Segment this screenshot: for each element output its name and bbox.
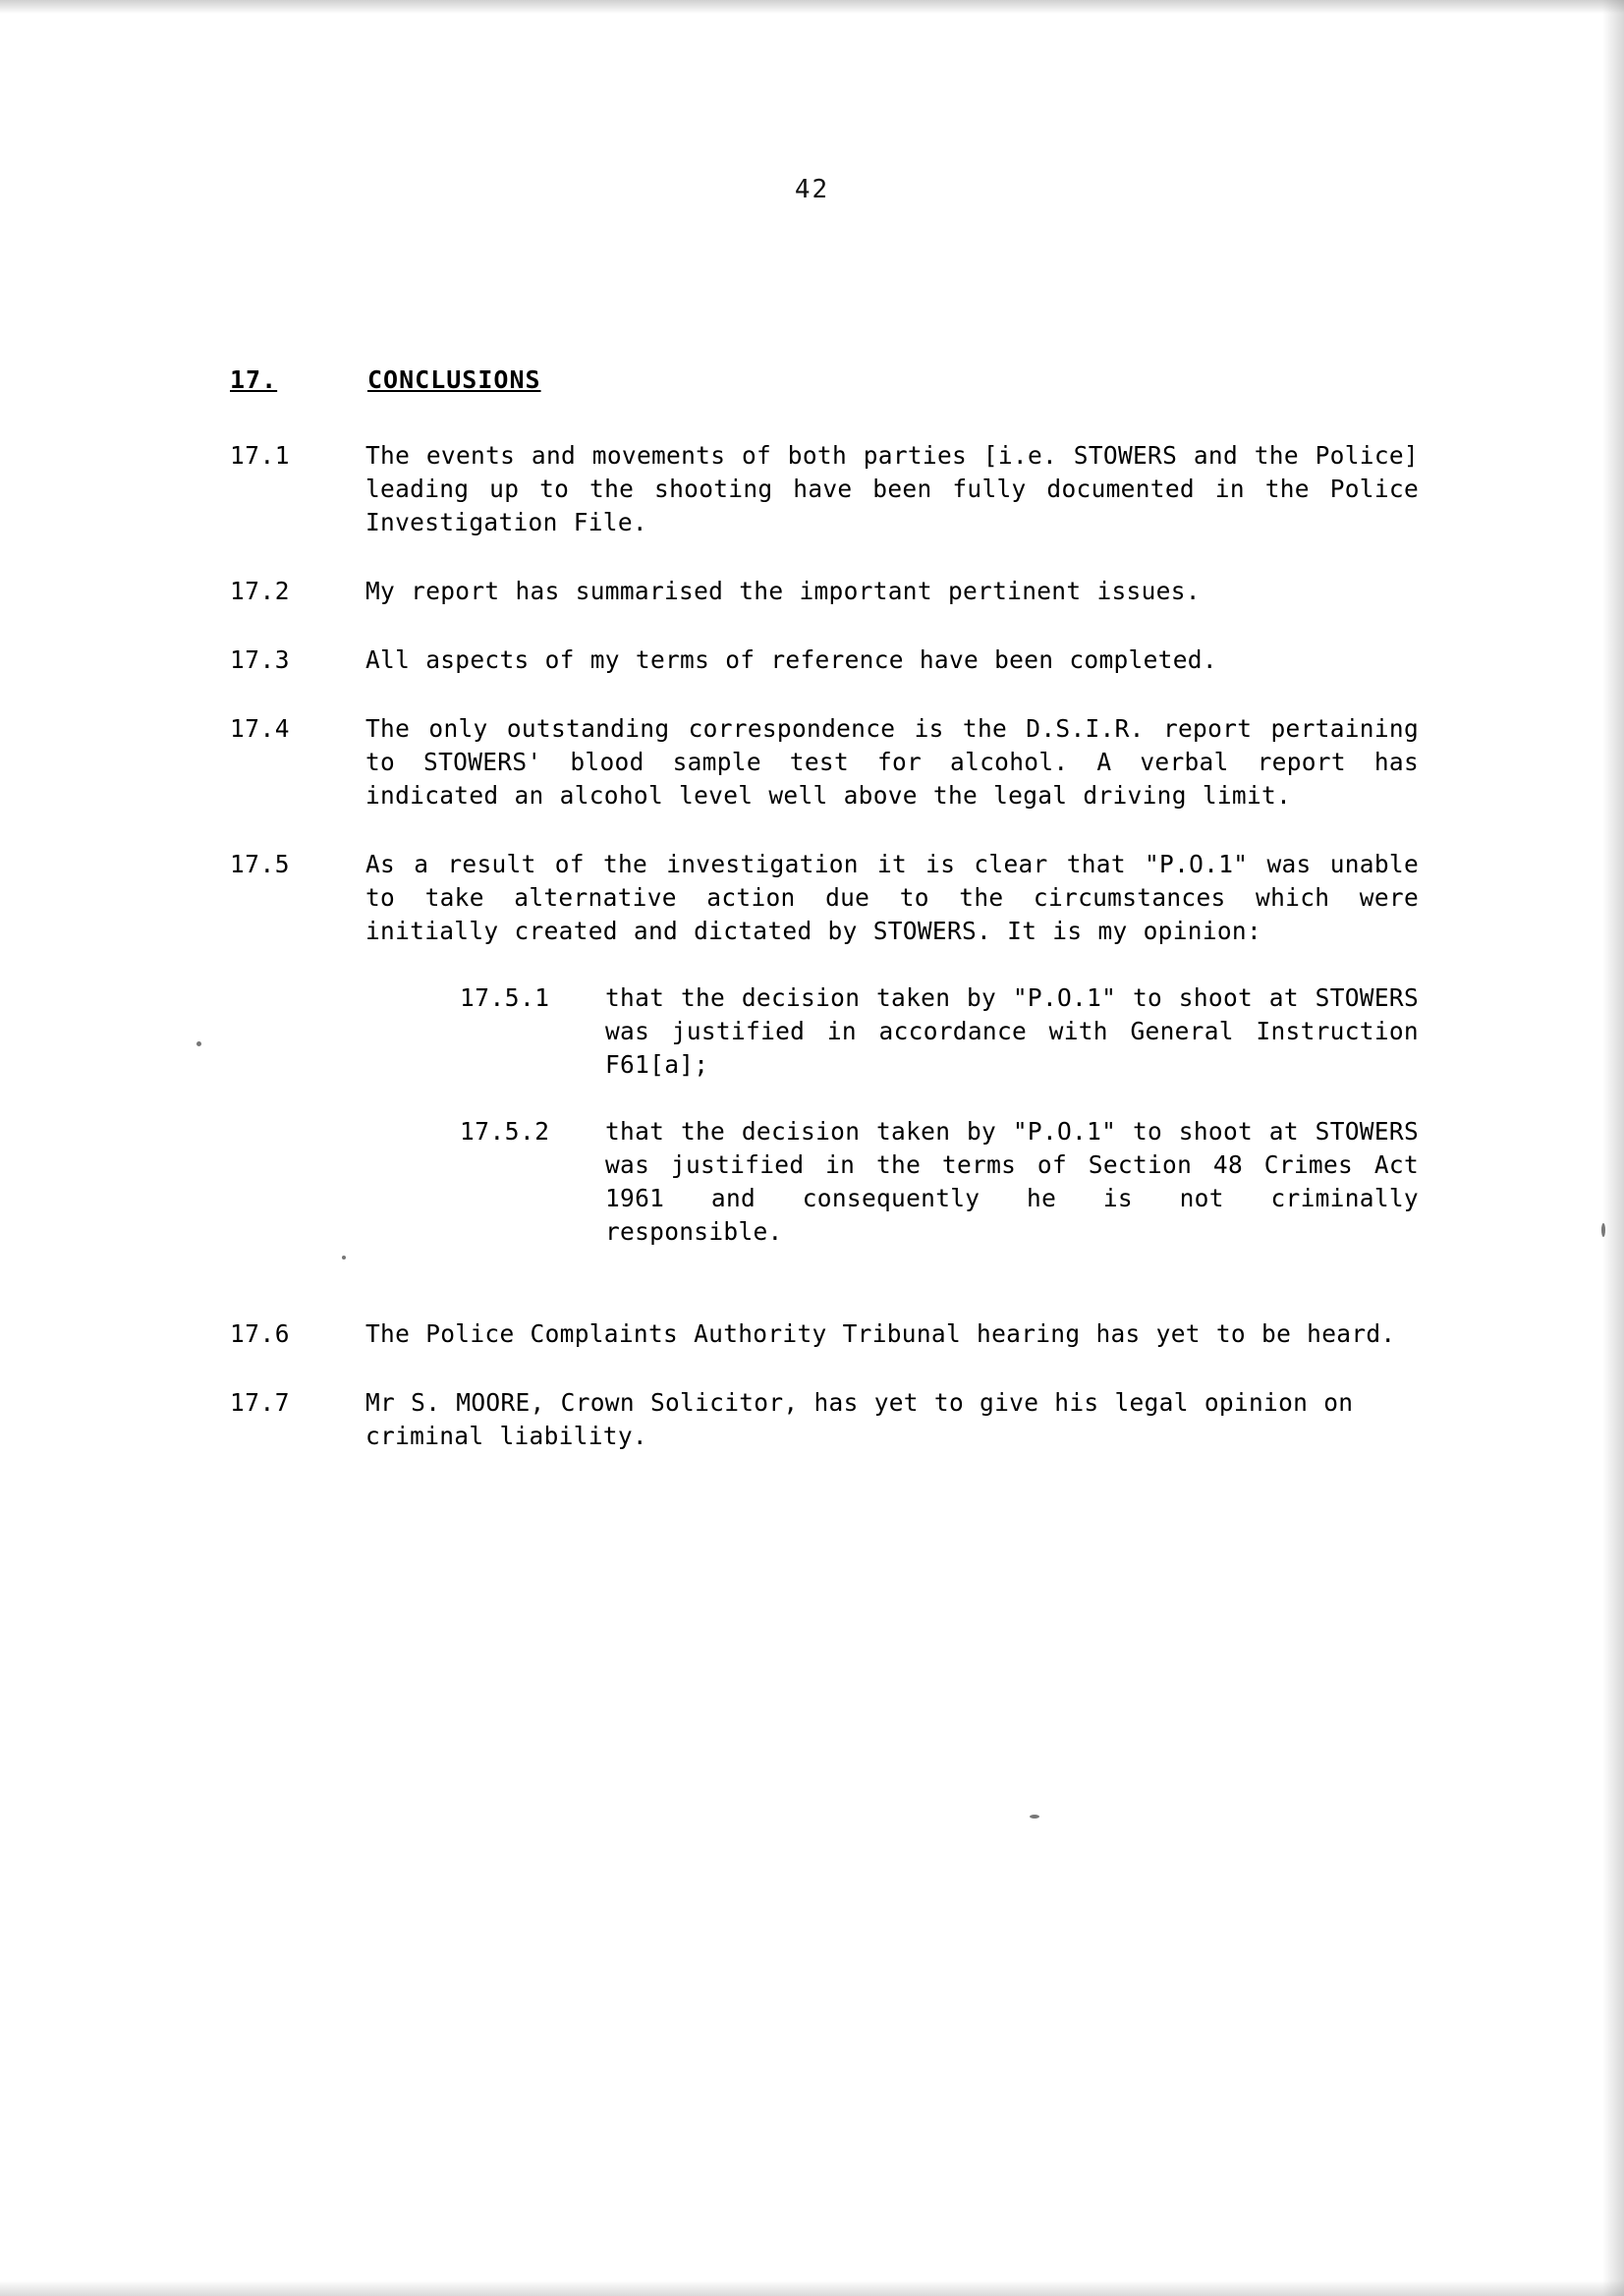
clause-number: 17.5 bbox=[230, 850, 291, 878]
clause-number: 17.6 bbox=[230, 1319, 291, 1348]
scan-edge-right bbox=[1602, 0, 1624, 2296]
scan-speck bbox=[1601, 1223, 1605, 1237]
section-heading bbox=[230, 365, 1419, 394]
clause bbox=[230, 644, 1419, 677]
clause bbox=[230, 439, 1419, 539]
clause-number: 17.7 bbox=[230, 1388, 291, 1417]
clause-text: All aspects of my terms of reference have been completed. bbox=[365, 645, 1217, 674]
document-body bbox=[230, 365, 1419, 1488]
section-number: 17. bbox=[230, 365, 278, 394]
section-title: CONCLUSIONS bbox=[367, 365, 541, 394]
clause bbox=[230, 712, 1419, 812]
subclause bbox=[460, 981, 1419, 1082]
clause-number: 17.4 bbox=[230, 714, 291, 743]
clause-text: The Police Complaints Authority Tribunal hearing has yet to be heard. bbox=[365, 1319, 1396, 1348]
scan-edge-top bbox=[0, 0, 1624, 14]
scan-edge-bottom bbox=[0, 2280, 1624, 2296]
subclause-number: 17.5.1 bbox=[460, 983, 550, 1012]
subclause-text: that the decision taken by "P.O.1" to shoot at STOWERS was justified in accordance with General Instruction F61[a]; bbox=[605, 983, 1419, 1079]
clause bbox=[230, 1386, 1419, 1453]
clause bbox=[230, 1317, 1419, 1351]
clause-number: 17.2 bbox=[230, 577, 291, 605]
page-number: 42 bbox=[794, 175, 830, 204]
clause-number: 17.3 bbox=[230, 645, 291, 674]
subclause-text: that the decision taken by "P.O.1" to shoot at STOWERS was justified in the terms of Section 48 Crimes Act 1961 and consequently he is not criminally responsible. bbox=[605, 1117, 1419, 1246]
clause bbox=[230, 575, 1419, 608]
subclause bbox=[460, 1115, 1419, 1249]
scan-speck bbox=[1030, 1815, 1039, 1819]
scan-speck bbox=[196, 1041, 201, 1046]
subclause-list bbox=[460, 981, 1419, 1249]
clause-number: 17.1 bbox=[230, 441, 291, 470]
clause-text: The only outstanding correspondence is the D.S.I.R. report pertaining to STOWERS' blood sample test for alcohol. A verbal report has indicated an alcohol level well above the legal driving limit. bbox=[365, 714, 1419, 810]
subclause-number: 17.5.2 bbox=[460, 1117, 550, 1146]
clause-text: The events and movements of both parties [i.e. STOWERS and the Police] leading up to the shooting have been fully documented in the Police Investigation File. bbox=[365, 441, 1419, 536]
clause-text: Mr S. MOORE, Crown Solicitor, has yet to give his legal opinion on criminal liability. bbox=[365, 1388, 1354, 1450]
clause-text: As a result of the investigation it is clear that "P.O.1" was unable to take alternative action due to the circumstances which were initially created and dictated by STOWERS. It is my opinion: bbox=[365, 850, 1419, 945]
clause-text: My report has summarised the important pertinent issues. bbox=[365, 577, 1201, 605]
clause bbox=[230, 848, 1419, 1282]
